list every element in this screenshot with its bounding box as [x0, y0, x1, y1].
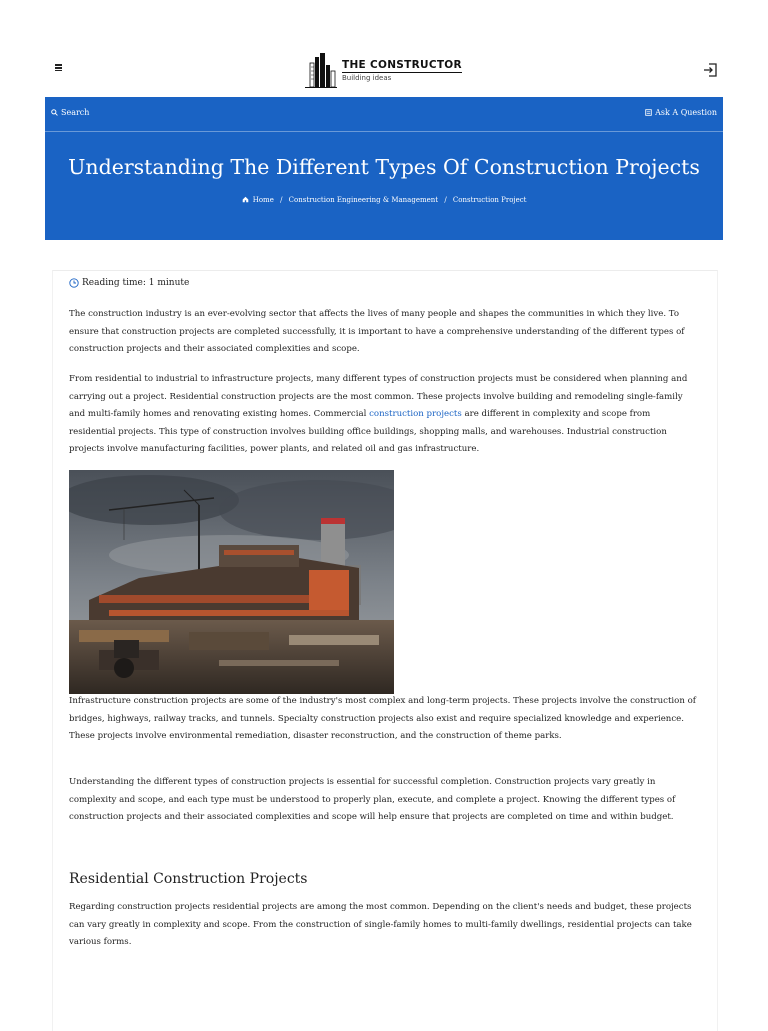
breadcrumb: [45, 196, 723, 204]
article-paragraph: Infrastructure construction projects are some of the industry's most complex and long-term projects. These projects involve the construction of bridges, highways, railway tracks, and tunnels. Specialty construction projects also exist and require specialized knowledge and experience. These projects involve environmental remediation, disaster reconstruction, and the construction of theme parks.: [69, 696, 696, 742]
article-paragraph: The construction industry is an ever-evolving sector that affects the lives of many people and shapes the communities in which they live. To ensure that construction projects are completed successfully, it is important to have a comprehensive understanding of the different types of construction projects and their associated complexities and scope.: [69, 309, 685, 355]
article-container: [52, 270, 718, 1031]
home-icon: [242, 196, 249, 203]
section-heading: Residential Construction Projects: [69, 871, 308, 887]
logo-subtitle: Building ideas: [342, 74, 392, 82]
breadcrumb-separator: /: [444, 196, 447, 204]
breadcrumb-separator: /: [280, 196, 283, 204]
breadcrumb-current[interactable]: Construction Project: [452, 196, 527, 204]
article-paragraph: Understanding the different types of construction projects is essential for successful completion. Construction projects vary greatly in complexity and scope, and each type must be understood to properly plan, execute, and complete a project. Knowing the different types of construction projects and their associated complexities and scope will help ensure that projects are completed on time and within budget.: [69, 777, 676, 823]
search-label: Search: [61, 108, 90, 117]
sign-in-icon[interactable]: [703, 62, 719, 78]
banner-toolbar: [45, 97, 723, 132]
site-logo[interactable]: [304, 53, 462, 89]
logo-text: [342, 59, 462, 82]
reading-time: [69, 278, 189, 288]
question-box-icon: [645, 109, 652, 116]
breadcrumb-home[interactable]: Home: [252, 196, 274, 204]
paragraph-text: are different in complexity and scope from residential projects. This type of construction involves building office buildings, shopping malls, and warehouses. Industrial construction projects involve manufacturing facilities, power plants, and related oil and gas infrastructure.: [69, 409, 667, 455]
page-banner: [45, 97, 723, 240]
reading-time-label: Reading time: 1 minute: [82, 278, 190, 288]
site-header: [0, 0, 768, 97]
paragraph-text: From residential to industrial to infrastructure projects, many different types of construction projects must be considered when planning and carrying out a project. Residential construction projects are the most common. These projects involve building and remodeling single-family and multi-family homes and renovating existing homes. Commercial: [69, 374, 688, 420]
logo-title: THE CONSTRUCTOR: [342, 59, 462, 71]
hamburger-menu-icon[interactable]: [55, 63, 67, 75]
construction-projects-link[interactable]: construction projects: [369, 409, 462, 420]
construction-site-photo: [69, 470, 394, 694]
building-logo-icon: [304, 53, 338, 89]
page-title: Understanding The Different Types Of Construction Projects: [68, 155, 700, 179]
ask-question-label: Ask A Question: [655, 108, 717, 117]
search-button[interactable]: [51, 108, 89, 117]
article-paragraph: Regarding construction projects residential projects are among the most common. Depending on the client's needs and budget, these projects can vary greatly in complexity and scope. From the construction of single-family homes to multi-family dwellings, residential projects can take various forms.: [69, 902, 692, 948]
clock-icon: [69, 278, 79, 288]
article-paragraph: [69, 371, 697, 459]
search-icon: [51, 109, 58, 116]
breadcrumb-category[interactable]: Construction Engineering & Management: [288, 196, 439, 204]
ask-question-button[interactable]: [645, 108, 717, 117]
